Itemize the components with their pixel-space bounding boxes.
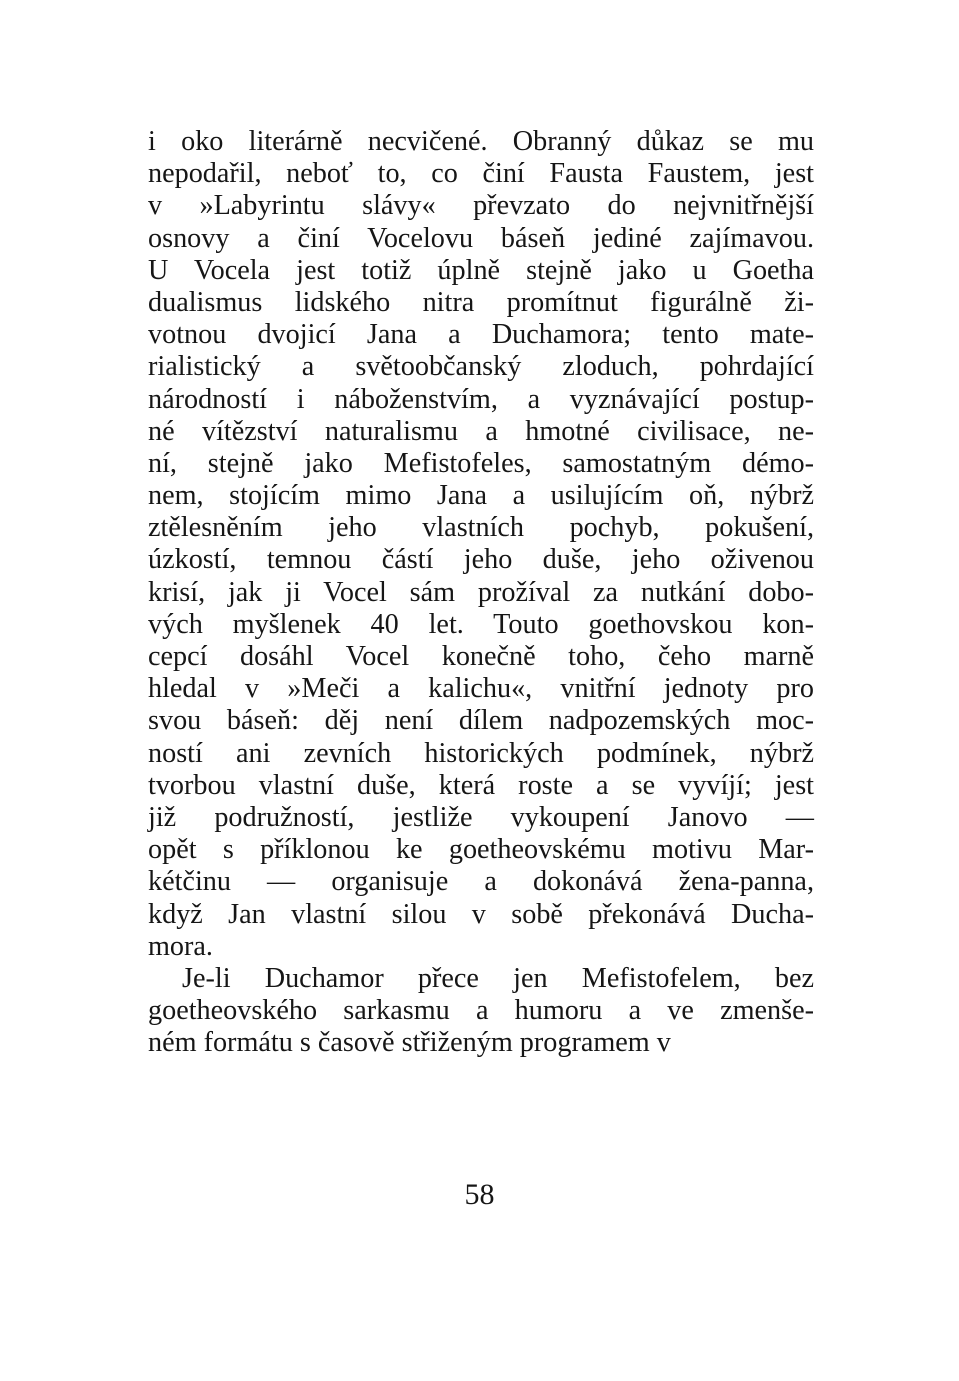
text-line: v »Labyrintu slávy« převzato do nejvnitřnější — [148, 190, 814, 222]
text-line: když Jan vlastní silou v sobě překonává Ducha- — [148, 898, 814, 930]
text-line: tvorbou vlastní duše, která roste a se vyvíjí; jest — [148, 769, 814, 801]
text-line: ztělesněním jeho vlastních pochyb, pokušení, — [148, 512, 814, 544]
text-line: ní, stejně jako Mefistofeles, samostatným démo- — [148, 447, 814, 479]
text-line: ném formátu s časově střiženým programem v — [148, 1027, 671, 1059]
text-line: goetheovského sarkasmu a humoru a ve zmenše- — [148, 995, 814, 1027]
text-line: hledal v »Meči a kalichu«, vnitřní jednoty pro — [148, 673, 814, 705]
paragraph-1 — [148, 126, 814, 963]
page-number: 58 — [464, 1178, 495, 1211]
text-line: již podružností, jestliže vykoupení Janovo — — [148, 801, 814, 833]
text-line: mora. — [148, 930, 213, 962]
text-line: Je-li Duchamor přece jen Mefistofelem, bez — [182, 962, 814, 994]
text-line: né vítězství naturalismu a hmotné civilisace, ne- — [148, 415, 814, 447]
text-line: krisí, jak ji Vocel sám prožíval za nutkání dobo- — [148, 576, 814, 608]
text-line: dualismus lidského nitra promítnut figurálně ži- — [148, 286, 814, 318]
text-line: nem, stojícím mimo Jana a usilujícím oň, nýbrž — [148, 480, 814, 512]
body-text — [148, 126, 814, 1059]
text-line: osnovy a činí Vocelovu báseň jediné zajímavou. — [148, 222, 814, 254]
text-line: U Vocela jest totiž úplně stejně jako u Goetha — [148, 254, 814, 286]
text-line: votnou dvojicí Jana a Duchamora; tento mate- — [148, 319, 814, 351]
text-line: i oko literárně necvičené. Obranný důkaz se mu — [148, 126, 814, 157]
text-line: kétčinu — organisuje a dokonává žena-panna, — [148, 866, 814, 898]
paragraph-2 — [148, 963, 814, 1060]
text-line: cepcí dosáhl Vocel konečně toho, čeho marně — [148, 641, 814, 672]
text-line: národností i náboženstvím, a vyznávající postup- — [148, 383, 814, 415]
text-line: úzkostí, temnou částí jeho duše, jeho oživenou — [148, 544, 814, 576]
text-line: vých myšlenek 40 let. Touto goethovskou kon- — [148, 608, 814, 640]
text-line: rialistický a světoobčanský zloduch, pohrdající — [148, 351, 814, 383]
text-line: ností ani zevních historických podmínek, nýbrž — [148, 737, 814, 769]
text-line: opět s příklonou ke goetheovskému motivu Mar- — [148, 834, 814, 866]
text-line: svou báseň: děj není dílem nadpozemských moc- — [148, 705, 814, 737]
text-line: nepodařil, neboť to, co činí Fausta Faustem, jest — [148, 158, 814, 190]
